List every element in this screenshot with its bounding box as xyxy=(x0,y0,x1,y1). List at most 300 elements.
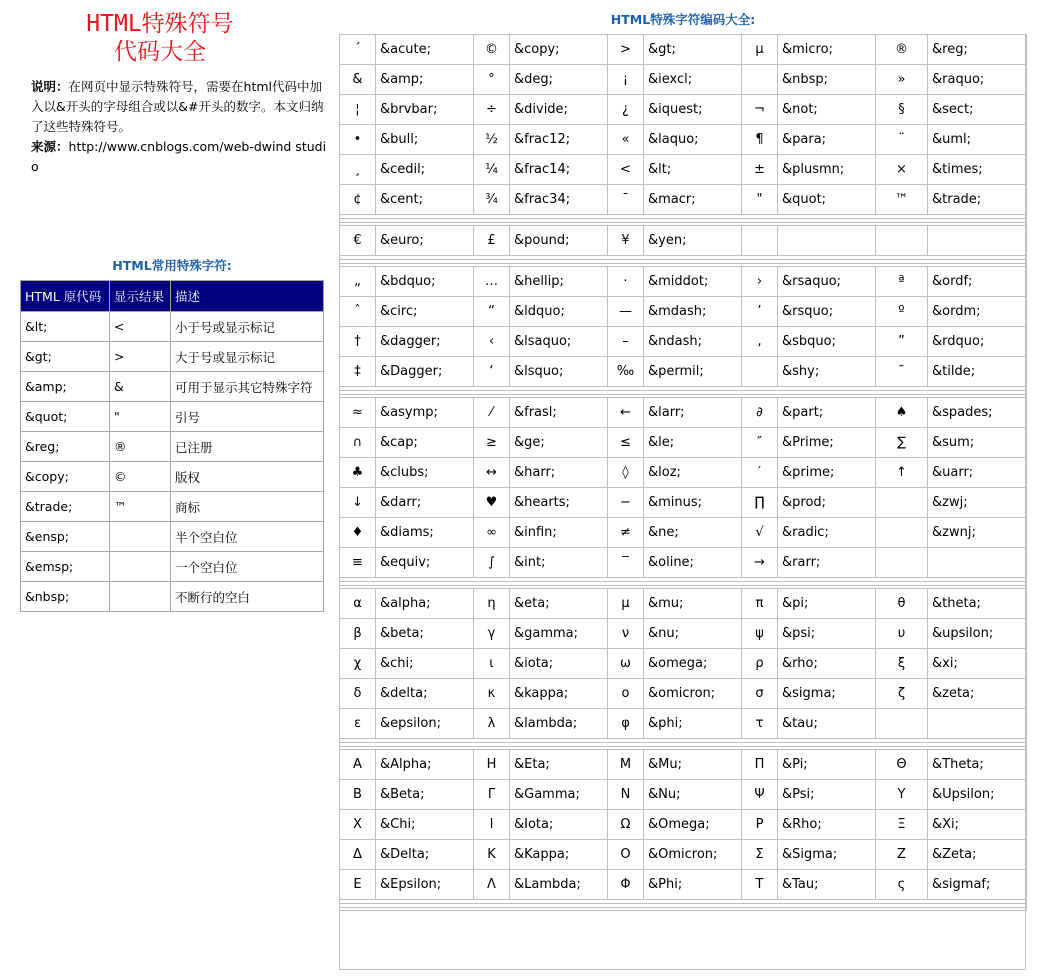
display-result: © xyxy=(110,462,171,492)
char-symbol: & xyxy=(340,65,376,95)
description: 不断行的空白 xyxy=(171,582,324,612)
table-row xyxy=(340,35,1027,65)
char-symbol xyxy=(876,226,928,256)
char-symbol: κ xyxy=(474,679,510,709)
table-row xyxy=(21,342,324,372)
char-code: &not; xyxy=(778,95,876,125)
char-symbol: Σ xyxy=(742,840,778,870)
char-symbol: ↓ xyxy=(340,488,376,518)
char-symbol: τ xyxy=(742,709,778,739)
table-row xyxy=(21,552,324,582)
entity-code: &copy; xyxy=(21,462,110,492)
char-symbol: χ xyxy=(340,649,376,679)
char-symbol: Χ xyxy=(340,810,376,840)
char-code: &Tau; xyxy=(778,870,876,900)
char-code: &tau; xyxy=(778,709,876,739)
char-symbol: ∑ xyxy=(876,428,928,458)
table-row xyxy=(21,522,324,552)
entity-code: &ensp; xyxy=(21,522,110,552)
char-code: &raquo; xyxy=(928,65,1027,95)
char-symbol: Β xyxy=(340,780,376,810)
entity-code: &amp; xyxy=(21,372,110,402)
table-row xyxy=(340,267,1027,297)
char-code: &phi; xyxy=(644,709,742,739)
display-result: > xyxy=(110,342,171,372)
char-code: &kappa; xyxy=(510,679,608,709)
char-code: &Beta; xyxy=(376,780,474,810)
char-code: &ndash; xyxy=(644,327,742,357)
char-symbol: λ xyxy=(474,709,510,739)
char-symbol: … xyxy=(474,267,510,297)
table-row xyxy=(340,428,1027,458)
char-symbol: Ο xyxy=(608,840,644,870)
char-code: &bdquo; xyxy=(376,267,474,297)
char-symbol: ≈ xyxy=(340,398,376,428)
char-code: &shy; xyxy=(778,357,876,387)
group-separator-cell xyxy=(340,900,1027,911)
char-symbol: ω xyxy=(608,649,644,679)
char-symbol: ‘ xyxy=(474,357,510,387)
char-code: &omicron; xyxy=(644,679,742,709)
char-symbol: ″ xyxy=(742,428,778,458)
table-row xyxy=(340,65,1027,95)
char-code: &lsquo; xyxy=(510,357,608,387)
char-symbol: ¸ xyxy=(340,155,376,185)
char-symbol: ⁄ xyxy=(474,398,510,428)
table-row xyxy=(21,462,324,492)
common-table-header-row xyxy=(21,281,324,312)
char-code: &harr; xyxy=(510,458,608,488)
char-symbol: ‰ xyxy=(608,357,644,387)
char-symbol: ∂ xyxy=(742,398,778,428)
char-code: &zwnj; xyxy=(928,518,1027,548)
char-symbol: ¾ xyxy=(474,185,510,215)
header-description: 描述 xyxy=(171,281,324,312)
char-symbol: Α xyxy=(340,750,376,780)
char-code: &rarr; xyxy=(778,548,876,578)
char-code: &part; xyxy=(778,398,876,428)
char-code: &lt; xyxy=(644,155,742,185)
char-symbol: ς xyxy=(876,870,928,900)
char-code: &Psi; xyxy=(778,780,876,810)
description: 一个空白位 xyxy=(171,552,324,582)
char-symbol: ∫ xyxy=(474,548,510,578)
char-code: &uarr; xyxy=(928,458,1027,488)
char-code: &acute; xyxy=(376,35,474,65)
table-row xyxy=(340,810,1027,840)
char-symbol: ™ xyxy=(876,185,928,215)
char-symbol: ’ xyxy=(742,297,778,327)
char-code: &circ; xyxy=(376,297,474,327)
table-row xyxy=(340,488,1027,518)
char-symbol: Ρ xyxy=(742,810,778,840)
char-code: &times; xyxy=(928,155,1027,185)
char-code: &Rho; xyxy=(778,810,876,840)
char-symbol: β xyxy=(340,619,376,649)
char-symbol: π xyxy=(742,589,778,619)
separator-line xyxy=(340,742,1026,747)
group-separator-cell xyxy=(340,387,1027,398)
char-code: &Xi; xyxy=(928,810,1027,840)
char-code: &Eta; xyxy=(510,750,608,780)
char-code: &sect; xyxy=(928,95,1027,125)
char-code: &oline; xyxy=(644,548,742,578)
char-code: &prime; xyxy=(778,458,876,488)
char-code: &loz; xyxy=(644,458,742,488)
char-symbol xyxy=(876,709,928,739)
char-code: &euro; xyxy=(376,226,474,256)
table-row xyxy=(340,870,1027,900)
display-result: ® xyxy=(110,432,171,462)
char-code: &frac12; xyxy=(510,125,608,155)
char-symbol: ← xyxy=(608,398,644,428)
char-code: &iexcl; xyxy=(644,65,742,95)
description: 小于号或显示标记 xyxy=(171,312,324,342)
header-result: 显示结果 xyxy=(110,281,171,312)
table-row xyxy=(340,226,1027,256)
description: 商标 xyxy=(171,492,324,522)
char-symbol: Υ xyxy=(876,780,928,810)
char-code xyxy=(928,709,1027,739)
char-symbol xyxy=(742,65,778,95)
separator-line xyxy=(340,218,1026,223)
char-symbol: ♠ xyxy=(876,398,928,428)
char-code: &amp; xyxy=(376,65,474,95)
char-symbol: υ xyxy=(876,619,928,649)
entity-code: &gt; xyxy=(21,342,110,372)
char-code: &iquest; xyxy=(644,95,742,125)
char-symbol: ± xyxy=(742,155,778,185)
char-code: &pi; xyxy=(778,589,876,619)
char-code: &Delta; xyxy=(376,840,474,870)
separator-line xyxy=(340,390,1026,395)
char-symbol: → xyxy=(742,548,778,578)
group-separator-cell xyxy=(340,215,1027,226)
char-symbol: θ xyxy=(876,589,928,619)
description-text: 在网页中显示特殊符号，需要在html代码中加入以&开头的字母组合或以&#开头的数字。本文归纳了这些特殊符号。 xyxy=(31,79,324,134)
char-code: &rdquo; xyxy=(928,327,1027,357)
char-symbol: ° xyxy=(474,65,510,95)
char-symbol: › xyxy=(742,267,778,297)
char-symbol xyxy=(876,518,928,548)
char-symbol: γ xyxy=(474,619,510,649)
char-symbol: Ε xyxy=(340,870,376,900)
char-code: &cedil; xyxy=(376,155,474,185)
char-symbol: ◊ xyxy=(608,458,644,488)
table-row xyxy=(340,750,1027,780)
char-code: &xi; xyxy=(928,649,1027,679)
char-code: &frac34; xyxy=(510,185,608,215)
char-symbol: “ xyxy=(474,297,510,327)
table-row xyxy=(21,312,324,342)
char-code: &clubs; xyxy=(376,458,474,488)
char-code: &copy; xyxy=(510,35,608,65)
group-separator xyxy=(340,256,1027,267)
separator-line xyxy=(340,581,1026,586)
char-code: &Lambda; xyxy=(510,870,608,900)
char-symbol: ♥ xyxy=(474,488,510,518)
char-symbol: — xyxy=(608,297,644,327)
table-row xyxy=(340,155,1027,185)
separator-line xyxy=(340,903,1026,908)
char-symbol: ¦ xyxy=(340,95,376,125)
char-symbol: ¬ xyxy=(742,95,778,125)
char-code: &Nu; xyxy=(644,780,742,810)
char-code: &eta; xyxy=(510,589,608,619)
table-row xyxy=(340,619,1027,649)
char-symbol: ¶ xyxy=(742,125,778,155)
char-code: &Alpha; xyxy=(376,750,474,780)
table-row xyxy=(340,589,1027,619)
char-symbol: μ xyxy=(608,589,644,619)
table-row xyxy=(21,432,324,462)
char-symbol: − xyxy=(608,488,644,518)
char-symbol: » xyxy=(876,65,928,95)
group-separator-cell xyxy=(340,739,1027,750)
char-code: &delta; xyxy=(376,679,474,709)
char-symbol: ♦ xyxy=(340,518,376,548)
char-symbol: ‾ xyxy=(608,548,644,578)
char-code: &diams; xyxy=(376,518,474,548)
char-symbol: ∩ xyxy=(340,428,376,458)
char-symbol: ∞ xyxy=(474,518,510,548)
char-code: &asymp; xyxy=(376,398,474,428)
char-symbol: ¢ xyxy=(340,185,376,215)
char-symbol: ª xyxy=(876,267,928,297)
char-code: &mu; xyxy=(644,589,742,619)
char-code: &omega; xyxy=(644,649,742,679)
char-code: &gamma; xyxy=(510,619,608,649)
display-result: ™ xyxy=(110,492,171,522)
char-code: &ordf; xyxy=(928,267,1027,297)
char-symbol: – xyxy=(608,327,644,357)
char-code: &uml; xyxy=(928,125,1027,155)
display-result xyxy=(110,522,171,552)
char-symbol: α xyxy=(340,589,376,619)
char-code: &permil; xyxy=(644,357,742,387)
char-symbol: Δ xyxy=(340,840,376,870)
entity-code: &emsp; xyxy=(21,552,110,582)
char-code: &plusmn; xyxy=(778,155,876,185)
char-symbol: < xyxy=(608,155,644,185)
char-symbol: ‚ xyxy=(742,327,778,357)
char-code: &mdash; xyxy=(644,297,742,327)
char-code: &nu; xyxy=(644,619,742,649)
description: 已注册 xyxy=(171,432,324,462)
char-symbol: × xyxy=(876,155,928,185)
char-code: &int; xyxy=(510,548,608,578)
group-separator xyxy=(340,739,1027,750)
char-code: &yen; xyxy=(644,226,742,256)
char-code: &Dagger; xyxy=(376,357,474,387)
char-code: &beta; xyxy=(376,619,474,649)
char-symbol: ν xyxy=(608,619,644,649)
char-symbol: · xyxy=(608,267,644,297)
all-chars-table xyxy=(339,34,1027,911)
char-symbol: Φ xyxy=(608,870,644,900)
table-row xyxy=(340,679,1027,709)
char-code: &infin; xyxy=(510,518,608,548)
char-code: &sigmaf; xyxy=(928,870,1027,900)
char-symbol: ≤ xyxy=(608,428,644,458)
char-code: &ne; xyxy=(644,518,742,548)
table-row xyxy=(21,402,324,432)
page-title-line-2: 代码大全 xyxy=(114,39,206,65)
char-code: &sigma; xyxy=(778,679,876,709)
page-title xyxy=(40,10,280,66)
char-symbol: µ xyxy=(742,35,778,65)
char-code: &le; xyxy=(644,428,742,458)
char-symbol: Η xyxy=(474,750,510,780)
char-symbol: ‡ xyxy=(340,357,376,387)
entity-code: &quot; xyxy=(21,402,110,432)
char-code: &dagger; xyxy=(376,327,474,357)
char-code: &Zeta; xyxy=(928,840,1027,870)
table-row xyxy=(340,357,1027,387)
char-code xyxy=(928,226,1027,256)
char-symbol: ¥ xyxy=(608,226,644,256)
group-separator xyxy=(340,387,1027,398)
display-result xyxy=(110,582,171,612)
char-code: &spades; xyxy=(928,398,1027,428)
table-row xyxy=(340,709,1027,739)
char-symbol: Τ xyxy=(742,870,778,900)
table-row xyxy=(340,125,1027,155)
char-symbol: ¯ xyxy=(608,185,644,215)
char-symbol: Ζ xyxy=(876,840,928,870)
char-code: &gt; xyxy=(644,35,742,65)
char-symbol: • xyxy=(340,125,376,155)
char-code: &trade; xyxy=(928,185,1027,215)
char-symbol: ≡ xyxy=(340,548,376,578)
source-label: 来源： xyxy=(31,139,69,154)
table-row xyxy=(21,492,324,522)
table-row xyxy=(340,327,1027,357)
char-code: &middot; xyxy=(644,267,742,297)
char-code: &quot; xyxy=(778,185,876,215)
char-symbol: ι xyxy=(474,649,510,679)
char-code: &rsquo; xyxy=(778,297,876,327)
char-symbol: ∏ xyxy=(742,488,778,518)
char-symbol: Ξ xyxy=(876,810,928,840)
char-code: &radic; xyxy=(778,518,876,548)
separator-line xyxy=(340,259,1026,264)
char-symbol: « xyxy=(608,125,644,155)
char-symbol xyxy=(742,357,778,387)
char-symbol: > xyxy=(608,35,644,65)
char-symbol xyxy=(876,548,928,578)
char-symbol xyxy=(876,488,928,518)
char-code: &sbquo; xyxy=(778,327,876,357)
source-text: http://www.cnblogs.com/web-dwind studio xyxy=(31,139,327,174)
char-symbol: Ω xyxy=(608,810,644,840)
char-symbol: ½ xyxy=(474,125,510,155)
description: 可用于显示其它特殊字符 xyxy=(171,372,324,402)
group-separator xyxy=(340,900,1027,911)
char-code: &reg; xyxy=(928,35,1027,65)
char-code: &chi; xyxy=(376,649,474,679)
char-symbol: η xyxy=(474,589,510,619)
description: 半个空白位 xyxy=(171,522,324,552)
intro-text xyxy=(31,77,329,177)
char-symbol: Ι xyxy=(474,810,510,840)
char-symbol: ´ xyxy=(340,35,376,65)
display-result: & xyxy=(110,372,171,402)
table-row xyxy=(340,780,1027,810)
char-symbol: ψ xyxy=(742,619,778,649)
char-symbol: δ xyxy=(340,679,376,709)
char-code: &rsaquo; xyxy=(778,267,876,297)
char-symbol: ρ xyxy=(742,649,778,679)
char-code: &lsaquo; xyxy=(510,327,608,357)
char-symbol: ε xyxy=(340,709,376,739)
display-result: < xyxy=(110,312,171,342)
char-code xyxy=(778,226,876,256)
char-symbol: ≥ xyxy=(474,428,510,458)
char-symbol: φ xyxy=(608,709,644,739)
char-code: &Gamma; xyxy=(510,780,608,810)
char-code: &ldquo; xyxy=(510,297,608,327)
char-code: &divide; xyxy=(510,95,608,125)
char-code: &bull; xyxy=(376,125,474,155)
char-symbol: ′ xyxy=(742,458,778,488)
char-code: &tilde; xyxy=(928,357,1027,387)
char-symbol: ο xyxy=(608,679,644,709)
description: 大于号或显示标记 xyxy=(171,342,324,372)
table-row xyxy=(340,95,1027,125)
char-code: &macr; xyxy=(644,185,742,215)
description: 引号 xyxy=(171,402,324,432)
char-code: &frac14; xyxy=(510,155,608,185)
char-code xyxy=(928,548,1027,578)
table-row xyxy=(340,297,1027,327)
common-chars-table xyxy=(20,280,324,612)
char-symbol: º xyxy=(876,297,928,327)
char-symbol: ≠ xyxy=(608,518,644,548)
group-separator-cell xyxy=(340,256,1027,267)
group-separator-cell xyxy=(340,578,1027,589)
char-code: &hearts; xyxy=(510,488,608,518)
char-code: &hellip; xyxy=(510,267,608,297)
char-code: &zwj; xyxy=(928,488,1027,518)
char-code: &alpha; xyxy=(376,589,474,619)
char-symbol: σ xyxy=(742,679,778,709)
entity-code: &nbsp; xyxy=(21,582,110,612)
char-code: &epsilon; xyxy=(376,709,474,739)
char-symbol: ↑ xyxy=(876,458,928,488)
entity-code: &lt; xyxy=(21,312,110,342)
all-chars-caption: HTML特殊字符编码大全: xyxy=(610,12,756,27)
char-code: &prod; xyxy=(778,488,876,518)
char-code: &Sigma; xyxy=(778,840,876,870)
char-symbol: ÷ xyxy=(474,95,510,125)
char-code: &zeta; xyxy=(928,679,1027,709)
group-separator xyxy=(340,215,1027,226)
char-symbol: ζ xyxy=(876,679,928,709)
char-symbol: © xyxy=(474,35,510,65)
char-symbol: ¿ xyxy=(608,95,644,125)
char-symbol: € xyxy=(340,226,376,256)
char-symbol: Κ xyxy=(474,840,510,870)
table-row xyxy=(340,185,1027,215)
char-code: &darr; xyxy=(376,488,474,518)
char-symbol: " xyxy=(742,185,778,215)
char-code: &larr; xyxy=(644,398,742,428)
char-code: &minus; xyxy=(644,488,742,518)
char-code: &theta; xyxy=(928,589,1027,619)
char-symbol: Γ xyxy=(474,780,510,810)
char-code: &deg; xyxy=(510,65,608,95)
